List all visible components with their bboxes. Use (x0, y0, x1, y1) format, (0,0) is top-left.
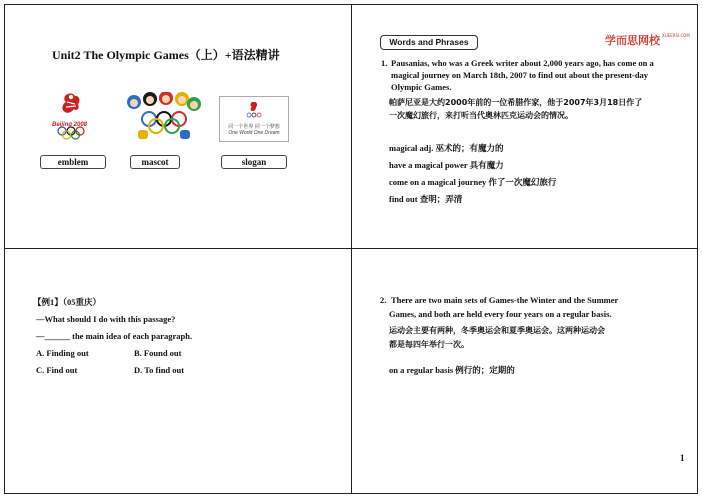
slogan-card-cn: 同一个世界 同一个梦想 (228, 124, 280, 130)
slide4-translation-line-2: 都是每四年举行一次。 (389, 340, 469, 349)
slogan-card-emblem (220, 99, 288, 119)
option-c: C. Find out (36, 365, 78, 375)
slide2-item-number: 1. (381, 58, 388, 68)
left-border (4, 4, 5, 494)
slide2-sentence-line-3: Olympic Games. (391, 82, 452, 92)
slide1-title: Unit2 The Olympic Games（上）+语法精讲 (52, 48, 280, 62)
slide4-item-number: 2. (380, 295, 387, 305)
slide2-sentence-line-2: magical journey on March 18th, 2007 to find out about the present-day (391, 70, 649, 80)
brand-logo-sub: XUEERSI.COM (662, 33, 690, 38)
slide4-translation-line-1: 运动会主要有两种，冬季奥运会和夏季奥运会。这两种运动会 (389, 326, 605, 335)
slide4-sentence-line-2: Games, and both are held every four years on a regular basis. (389, 309, 612, 319)
vocab-item: magical adj. 巫术的；有魔力的 (389, 143, 504, 153)
slide4-sentence-line-1: There are two main sets of Games-the Winter and the Summer (391, 295, 619, 305)
mascot-label: mascot (130, 155, 180, 169)
center-divider (351, 4, 352, 494)
option-d: D. To find out (134, 365, 185, 375)
option-a: A. Finding out (36, 348, 89, 358)
answer-line: —______ the main idea of each paragraph. (36, 331, 193, 341)
option-b: B. Found out (134, 348, 182, 358)
right-border (697, 4, 698, 494)
fuwa-mascots-image (124, 92, 202, 142)
slide2-translation-line-1: 帕萨尼亚是大约2000年前的一位希腊作家，他于2007年3月18日作了 (389, 98, 643, 107)
emblem-label: emblem (40, 155, 106, 169)
slide2-sentence-line-1: Pausanias, who was a Greek writer about 2,000 years ago, has come on a (391, 58, 654, 68)
vocab-item: come on a magical journey 作了一次魔幻旅行 (389, 177, 557, 187)
slogan-card (219, 96, 289, 142)
vocab-item: find out 查明；弄清 (389, 194, 463, 204)
brand-logo: 学而思网校 (605, 34, 660, 47)
example-tag: 【例1】（05重庆） (33, 297, 102, 307)
words-and-phrases-badge: Words and Phrases (380, 35, 478, 50)
slide4-phrase: on a regular basis 例行的；定期的 (389, 365, 515, 375)
emblem-caption: Beijing 2008 (52, 122, 88, 128)
beijing-2008-emblem (50, 92, 94, 140)
slogan-card-en: One World One Dream (228, 130, 280, 136)
slogan-label: slogan (221, 155, 287, 169)
question-line: —What should I do with this passage? (36, 314, 176, 324)
vocab-item: have a magical power 具有魔力 (389, 160, 504, 170)
page-number: 1 (680, 453, 685, 463)
slide2-translation-line-2: 一次魔幻旅行，来打听当代奥林匹克运动会的情况。 (389, 111, 573, 120)
